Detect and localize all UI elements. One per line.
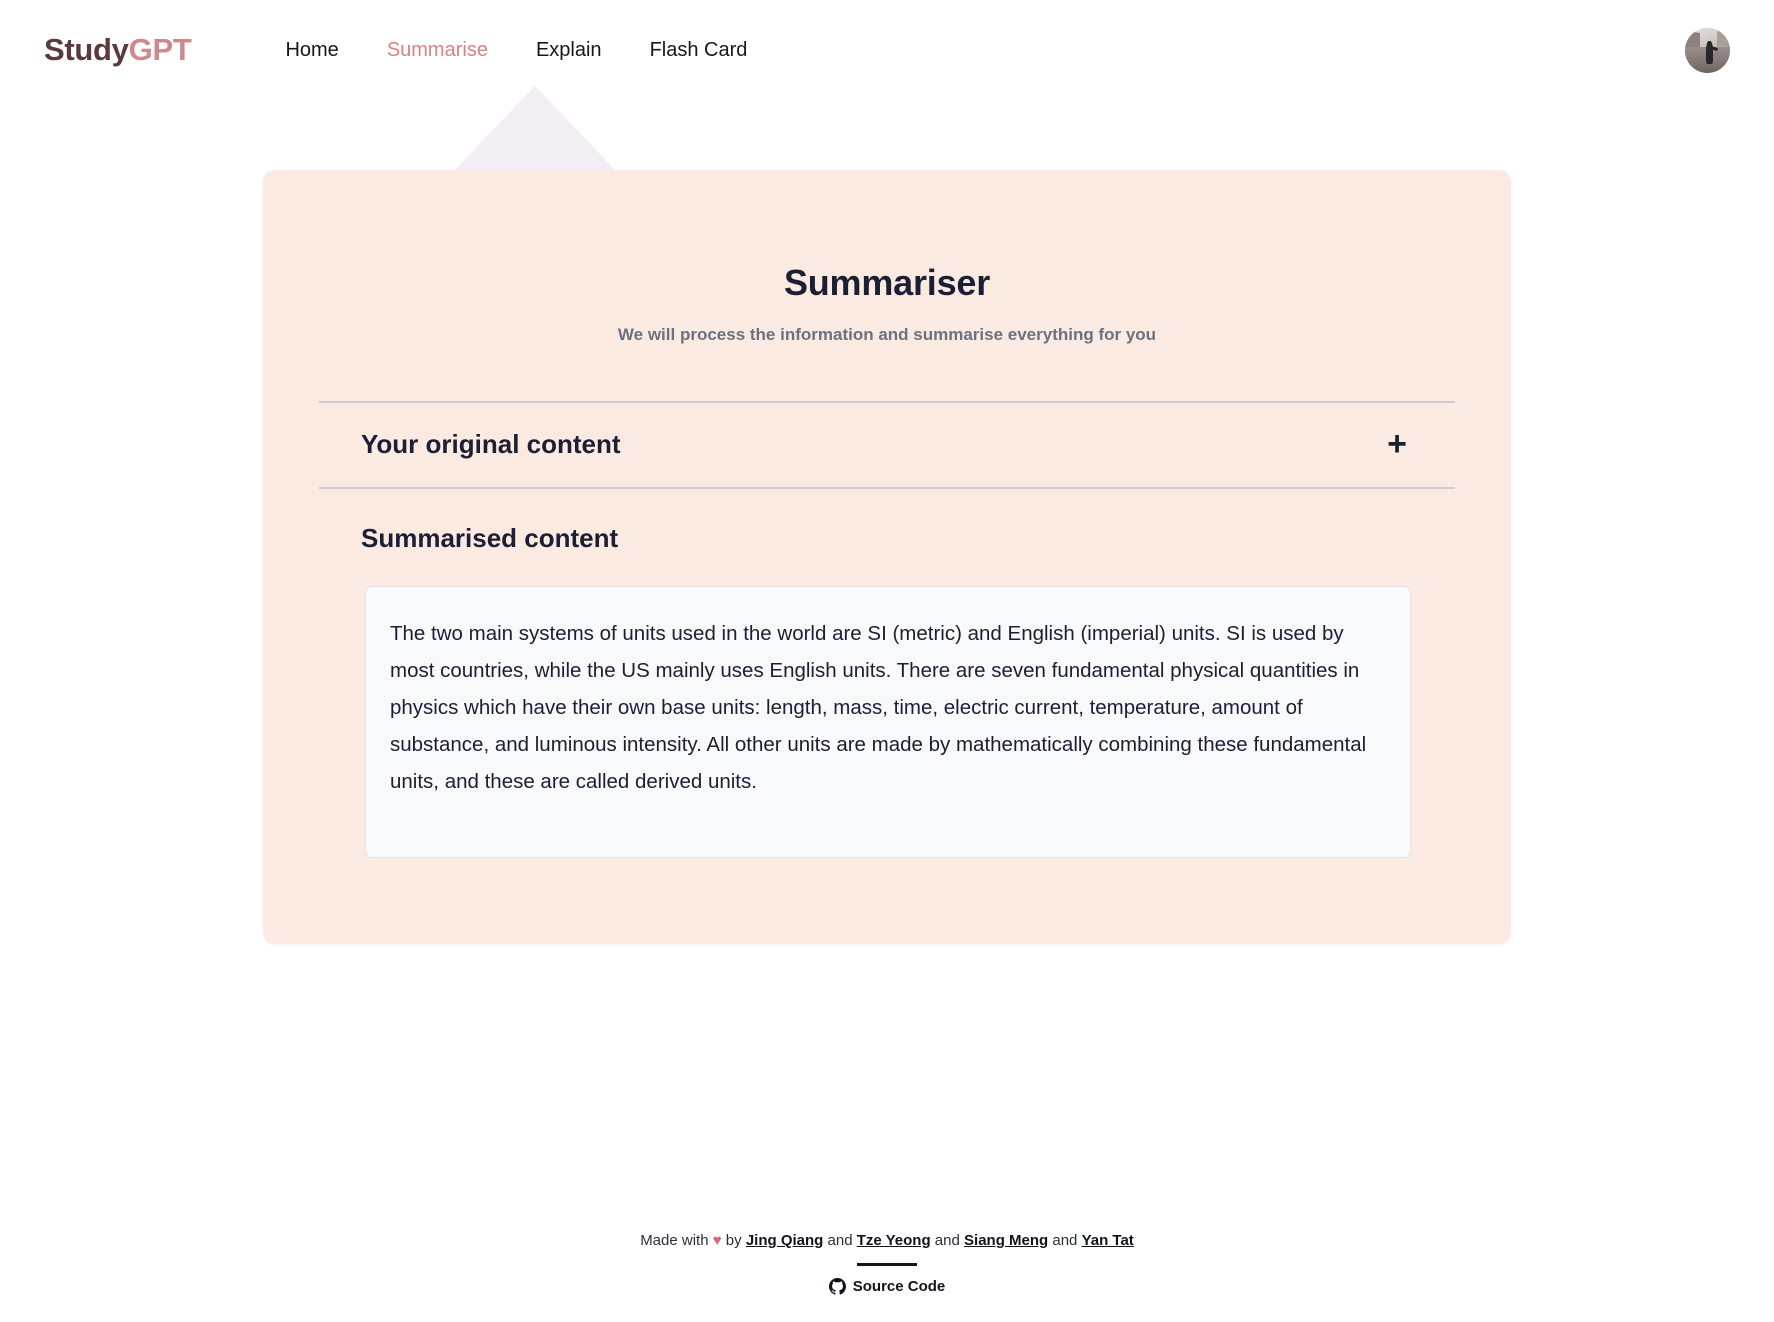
credit-link-yan-tat[interactable]: Yan Tat (1081, 1232, 1134, 1249)
summariser-card (263, 170, 1511, 944)
nav-links (285, 39, 747, 62)
accordion-original-content[interactable] (319, 403, 1455, 487)
footer-credits-line (0, 1232, 1774, 1249)
heart-icon: ♥ (712, 1232, 722, 1249)
summarised-content-title: Summarised content (361, 523, 619, 553)
plus-icon[interactable]: + (1387, 425, 1407, 463)
nav-item-flash-card[interactable]: Flash Card (649, 38, 748, 61)
brand-logo[interactable] (44, 32, 191, 68)
avatar[interactable] (1685, 28, 1730, 73)
accordion-title: Your original content (361, 428, 621, 459)
page-subtitle: We will process the information and summarise everything for you (617, 325, 1157, 344)
footer-by: by (721, 1232, 746, 1249)
nav-item-summarise[interactable]: Summarise (386, 38, 488, 61)
nav-item-explain[interactable]: Explain (535, 38, 602, 61)
brand-logo-part2: GPT (128, 32, 192, 67)
footer-made-with-prefix: Made with (640, 1232, 713, 1249)
footer (0, 1232, 1774, 1300)
nav-item-home[interactable]: Home (285, 38, 339, 61)
footer-and-1: and (823, 1232, 857, 1249)
brand-logo-part1: Study (44, 32, 129, 67)
navbar (0, 0, 1774, 100)
credit-link-tze-yeong[interactable]: Tze Yeong (856, 1232, 931, 1249)
credit-link-jing-qiang[interactable]: Jing Qiang (745, 1232, 824, 1249)
summarised-output-box[interactable] (365, 586, 1411, 858)
github-icon (829, 1278, 846, 1295)
footer-and-3: and (1048, 1232, 1082, 1249)
page-title: Summariser (783, 262, 991, 303)
footer-and-2: and (930, 1232, 965, 1249)
credit-link-siang-meng[interactable]: Siang Meng (964, 1232, 1049, 1249)
summarised-output-text: The two main systems of units used in the world are SI (metric) and English (imperial) units. SI is used by most countries, while the US mainly uses English units. There are seven fundamental physical quantities in physics which have their own base units: length, mass, time, electric current, temperature, amount of substance, and luminous intensity. All other units are made by mathematically combining these fundamental units, and these are called derived units. (390, 622, 1367, 793)
source-code-link[interactable] (829, 1278, 946, 1295)
avatar-person (1706, 41, 1713, 64)
divider-bottom (319, 487, 1455, 489)
source-code-label: Source Code (852, 1278, 946, 1295)
footer-divider (857, 1263, 917, 1266)
